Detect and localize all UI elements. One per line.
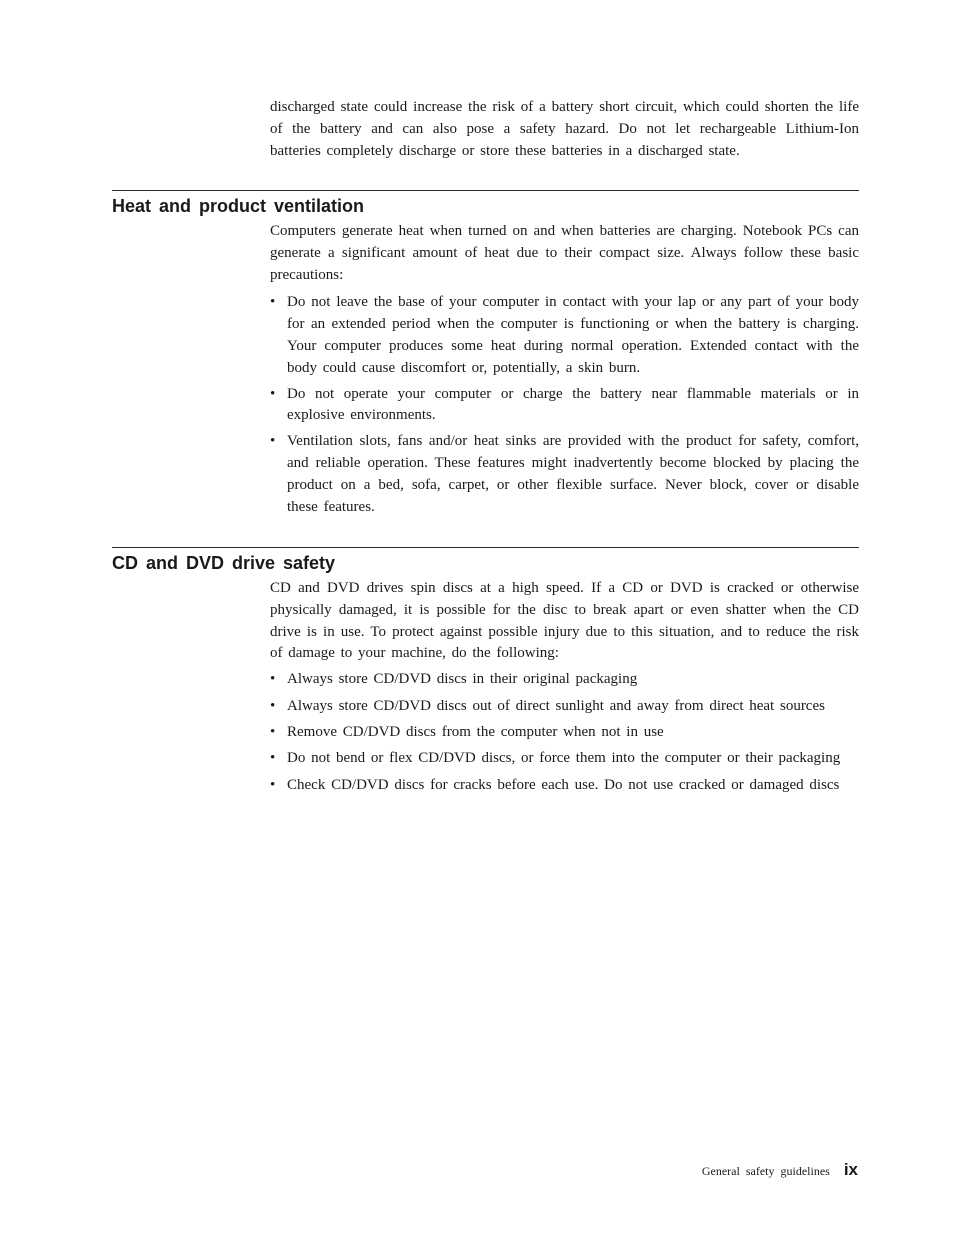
section-divider [112, 547, 859, 548]
bullet-icon: • [270, 697, 276, 714]
list-item-text: Always store CD/DVD discs in their original packaging [287, 671, 638, 688]
list-item-text: Ventilation slots, fans and/or heat sinks are provided with the product for safety, comfort, and reliable operation. These features might inadvertently become blocked by placing the product on a bed, sofa, carpet, or other flexible surface. Never block, cover or disable these features. [287, 433, 859, 515]
bullet-list [270, 292, 859, 518]
bullet-icon: • [270, 671, 276, 688]
section-body [270, 578, 859, 797]
page-footer [702, 1160, 858, 1180]
section-body [270, 221, 859, 518]
bullet-icon: • [270, 723, 276, 740]
section-paragraph: Computers generate heat when turned on and when batteries are charging. Notebook PCs can generate a significant amount of heat due to their compact size. Always follow these basic precautions: [270, 223, 859, 283]
list-item-text: Remove CD/DVD discs from the computer when not in use [287, 723, 664, 740]
page-number: ix [843, 1160, 858, 1179]
section-divider [112, 190, 859, 191]
bullet-icon: • [270, 433, 276, 450]
footer-section-title: General safety guidelines [701, 1164, 830, 1178]
heat-ventilation-section [112, 190, 859, 522]
bullet-icon: • [270, 294, 276, 311]
list-item [270, 775, 859, 797]
section-heading: CD and DVD drive safety [112, 553, 336, 573]
list-item [270, 292, 859, 379]
bullet-list [270, 669, 859, 796]
section-heading: Heat and product ventilation [112, 196, 365, 216]
list-item-text: Always store CD/DVD discs out of direct sunlight and away from direct heat sources [287, 697, 825, 714]
list-item-text: Do not bend or flex CD/DVD discs, or force them into the computer or their packaging [287, 750, 841, 767]
intro-paragraph: discharged state could increase the risk of a battery short circuit, which could shorten the life of the battery and can also pose a safety hazard. Do not let rechargeable Lithium-Ion batteries completely discharge or store these batteries in a discharged state. [270, 99, 859, 159]
cd-dvd-safety-section [112, 547, 859, 801]
section-paragraph: CD and DVD drives spin discs at a high speed. If a CD or DVD is cracked or otherwise physically damaged, it is possible for the disc to break apart or even shatter when the CD drive is in use. To protect against possible injury due to this situation, and to reduce the risk of damage to your machine, do the following: [270, 580, 859, 662]
list-item [270, 431, 859, 518]
list-item [270, 384, 859, 428]
bullet-icon: • [270, 776, 276, 793]
list-item-text: Do not operate your computer or charge the battery near flammable materials or in explosive environments. [287, 385, 859, 424]
list-item-text: Check CD/DVD discs for cracks before each use. Do not use cracked or damaged discs [287, 776, 840, 793]
bullet-icon: • [270, 385, 276, 402]
list-item [270, 669, 859, 691]
list-item [270, 696, 859, 718]
bullet-icon: • [270, 750, 276, 767]
list-item [270, 748, 859, 770]
list-item [270, 722, 859, 744]
list-item-text: Do not leave the base of your computer in contact with your lap or any part of your body for an extended period when the computer is functioning or when the battery is charging. Your computer produces some heat during normal operation. Extended contact with the body could cause discomfort or, potentially, a skin burn. [287, 294, 859, 376]
